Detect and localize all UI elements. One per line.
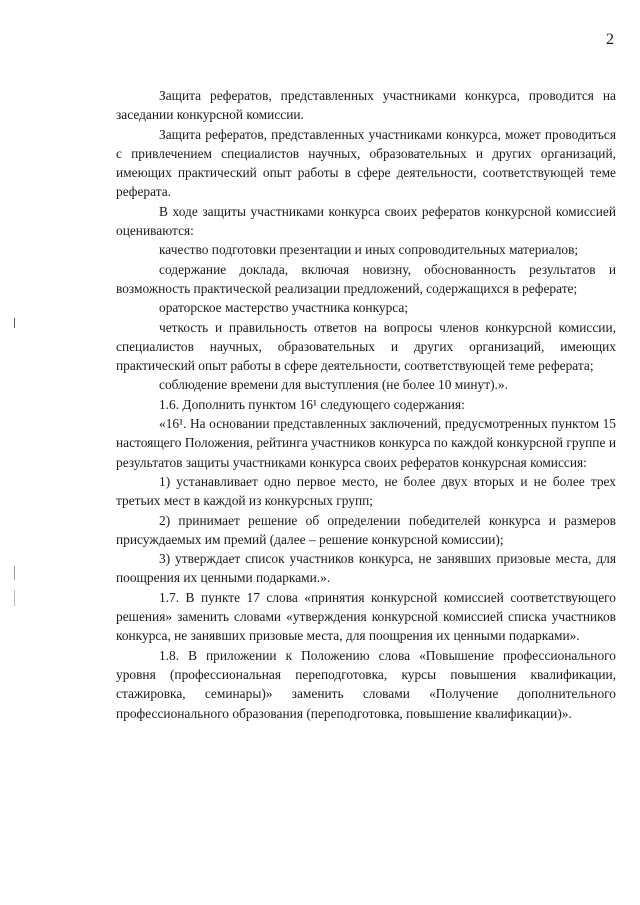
- scan-margin-mark: [14, 566, 15, 580]
- list-item: 3) утверждает список участников конкурса, не занявших призовые места, для поощрения их ценными подарками.».: [116, 551, 616, 586]
- list-item: 1) устанавливает одно первое место, не более двух вторых и не более трех третьих мест в каждой из конкурсных групп;: [116, 473, 616, 509]
- scan-margin-mark: [14, 318, 15, 328]
- list-item: ораторское мастерство участника конкурса;: [159, 300, 409, 316]
- paragraph: В ходе защиты участниками конкурса своих рефератов конкурсной комиссией оцениваются:: [116, 203, 616, 239]
- list-item: 2) принимает решение об определении победителей конкурса и размеров присуждаемых им премий (далее – решение конкурсной комиссии);: [116, 512, 616, 547]
- list-item: соблюдение времени для выступления (не более 10 минут).».: [159, 377, 508, 393]
- paragraph: 1.8. В приложении к Положению слова «Повышение профессионального уровня (профессиональная переподготовка, курсы повышения квалификации, стажировка, семинары)» заменить словами «Получение дополнительного профессионального образования (переподготовка, повышение квалификации)».: [116, 647, 616, 721]
- paragraph: «16¹. На основании представленных заключений, предусмотренных пунктом 15 настоящего Положения, рейтинга участников конкурса по каждой конкурсной группе и результатов защиты участниками конкурса своих рефератов конкурсная комиссия:: [116, 416, 616, 470]
- list-item: качество подготовки презентации и иных сопроводительных материалов;: [159, 242, 579, 258]
- paragraph: Защита рефератов, представленных участниками конкурса, может проводиться с привлечением специалистов научных, образовательных и других организаций, имеющих практический опыт работы в сфере деятельности, соответствующей теме реферата.: [116, 126, 616, 200]
- list-item: содержание доклада, включая новизну, обоснованность результатов и возможность практической реализации предложений, содержащихся в реферате;: [116, 261, 616, 296]
- paragraph: 1.6. Дополнить пунктом 16¹ следующего содержания:: [159, 396, 465, 412]
- list-item: четкость и правильность ответов на вопросы членов конкурсной комиссии, специалистов научных, образовательных и других организаций, имеющих практический опыт работы в сфере деятельности, соответствующей теме реферата;: [116, 319, 616, 374]
- scan-margin-mark: [14, 590, 15, 606]
- paragraph: 1.7. В пункте 17 слова «принятия конкурсной комиссией соответствующего решения» заменить словами «утверждения конкурсной комиссией списка участников конкурса, не занявших призовые места, для поощрения их ценными подарками».: [116, 589, 616, 644]
- page-number: 2: [606, 31, 614, 48]
- document-body: [116, 86, 616, 723]
- paragraph: Защита рефератов, представленных участниками конкурса, проводится на заседании конкурсной комиссии.: [116, 88, 616, 123]
